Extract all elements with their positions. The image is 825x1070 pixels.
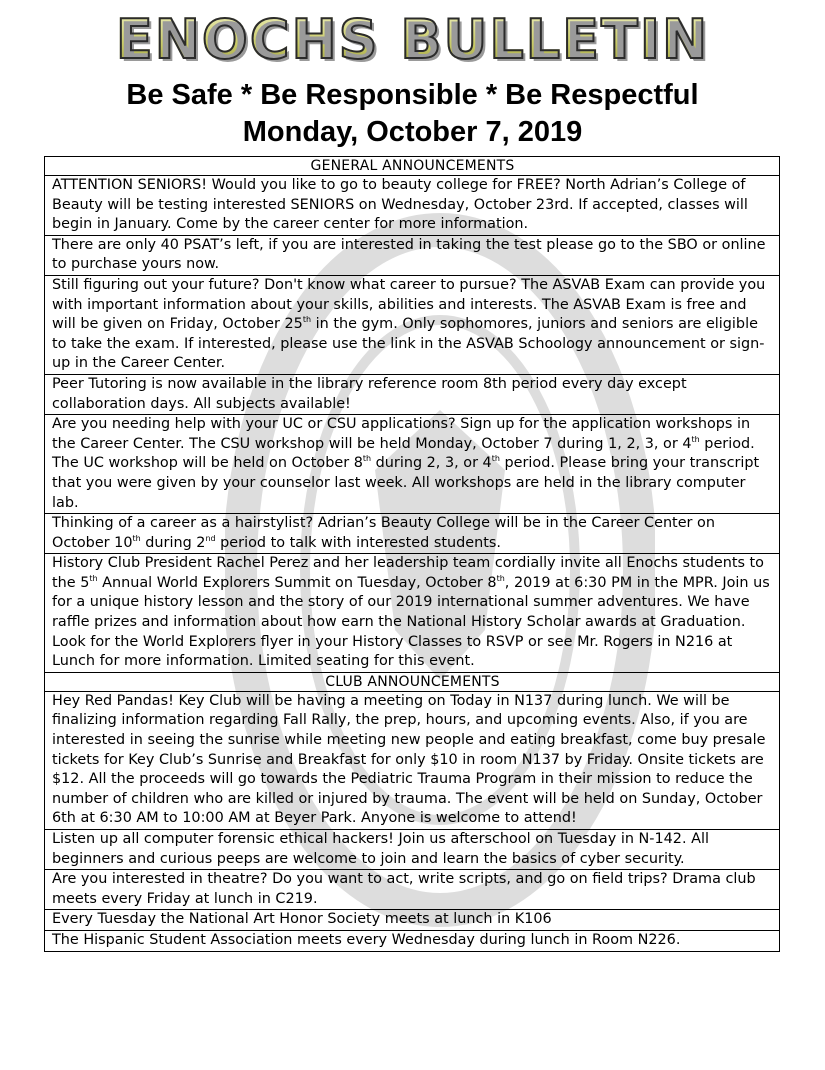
announcement-row [45,910,780,931]
announcement-row [45,930,780,951]
announcement-row [45,870,780,910]
club-section-header [45,672,780,691]
announcement-row [45,830,780,870]
announcements-table [44,156,780,952]
drama-club-announcement: Are you interested in theatre? Do you want to act, write scripts, and go on field trips? Drama club meets every Friday at lunch in C219. [45,870,780,910]
hackers-club-announcement: Listen up all computer forensic ethical hackers! Join us afterschool on Tuesday in N-142. All beginners and curious peeps are welcome to join and learn the basics of cyber security. [45,830,780,870]
general-section-header [45,157,780,176]
masthead [0,4,825,150]
art-honor-society-announcement: Every Tuesday the National Art Honor Society meets at lunch in K106 [45,910,780,931]
announcement-row [45,374,780,414]
announcement-row [45,514,780,554]
asvab-announcement: Still figuring out your future? Don't know what career to pursue? The ASVAB Exam can provide you with important information about your skills, abilities and interests. The ASVAB Exam is free and will be given on Friday, October 25th in the gym. Only sophomores, juniors and seniors are eligible to take the exam. If interested, please use the link in the ASVAB Schoology announcement or sign-up in the Career Center. [45,275,780,374]
announcement-row [45,235,780,275]
announcement-row [45,275,780,374]
key-club-announcement: Hey Red Pandas! Key Club will be having a meeting on Today in N137 during lunch. We will be finalizing information regarding Fall Rally, the prep, hours, and upcoming events. Also, if you are interested in seeing the sunrise while meeting new people and eating breakfast, come buy presale tickets for Key Club’s Sunrise and Breakfast for only $10 in room N137 by Friday. Onsite tickets are $12. All the proceeds will go towards the Pediatric Trauma Program in their mission to reduce the number of children who are killed or injured by trauma. The event will be held on Sunday, October 6th at 6:30 AM to 10:00 AM at Beyer Park. Anyone is welcome to attend! [45,691,780,829]
hispanic-student-association-announcement: The Hispanic Student Association meets every Wednesday during lunch in Room N226. [45,930,780,951]
club-announcements-heading: CLUB ANNOUNCEMENTS [45,672,780,691]
application-workshop-announcement: Are you needing help with your UC or CSU applications? Sign up for the application workshops in the Career Center. The CSU workshop will be held Monday, October 7 during 1, 2, 3, or 4th period. The UC workshop will be held on October 8th during 2, 3, or 4th period. Please bring your transcript that you were given by your counselor last week. All workshops are held in the library computer lab. [45,415,780,514]
hairstylist-announcement: Thinking of a career as a hairstylist? Adrian’s Beauty College will be in the Career Center on October 10th during 2nd period to talk with interested students. [45,514,780,554]
psat-announcement: There are only 40 PSAT’s left, if you are interested in taking the test please go to the SBO or online to purchase yours now. [45,235,780,275]
seniors-beauty-college-announcement: ATTENTION SENIORS! Would you like to go to beauty college for FREE? North Adrian’s College of Beauty will be testing interested SENIORS on Wednesday, October 23rd. If accepted, classes will begin in January. Come by the career center for more information. [45,176,780,236]
history-club-announcement: History Club President Rachel Perez and her leadership team cordially invite all Enochs students to the 5th Annual World Explorers Summit on Tuesday, October 8th, 2019 at 6:30 PM in the MPR. Join us for a unique history lesson and the story of our 2019 international summer adventures. We have raffle prizes and information about how earn the National History Scholar awards at Graduation. Look for the World Explorers flyer in your History Classes to RSVP or see Mr. Rogers in N216 at Lunch for more information. Limited seating for this event. [45,554,780,673]
general-announcements-heading: GENERAL ANNOUNCEMENTS [45,157,780,176]
announcement-row [45,691,780,829]
bulletin-title: ENOCHS BULLETIN [0,4,825,76]
bulletin-motto: Be Safe * Be Responsible * Be Respectful [126,79,699,111]
announcement-row [45,554,780,673]
bulletin-date: Monday, October 7, 2019 [242,116,583,148]
announcement-row [45,415,780,514]
announcement-row [45,176,780,236]
peer-tutoring-announcement: Peer Tutoring is now available in the library reference room 8th period every day except collaboration days. All subjects available! [45,374,780,414]
